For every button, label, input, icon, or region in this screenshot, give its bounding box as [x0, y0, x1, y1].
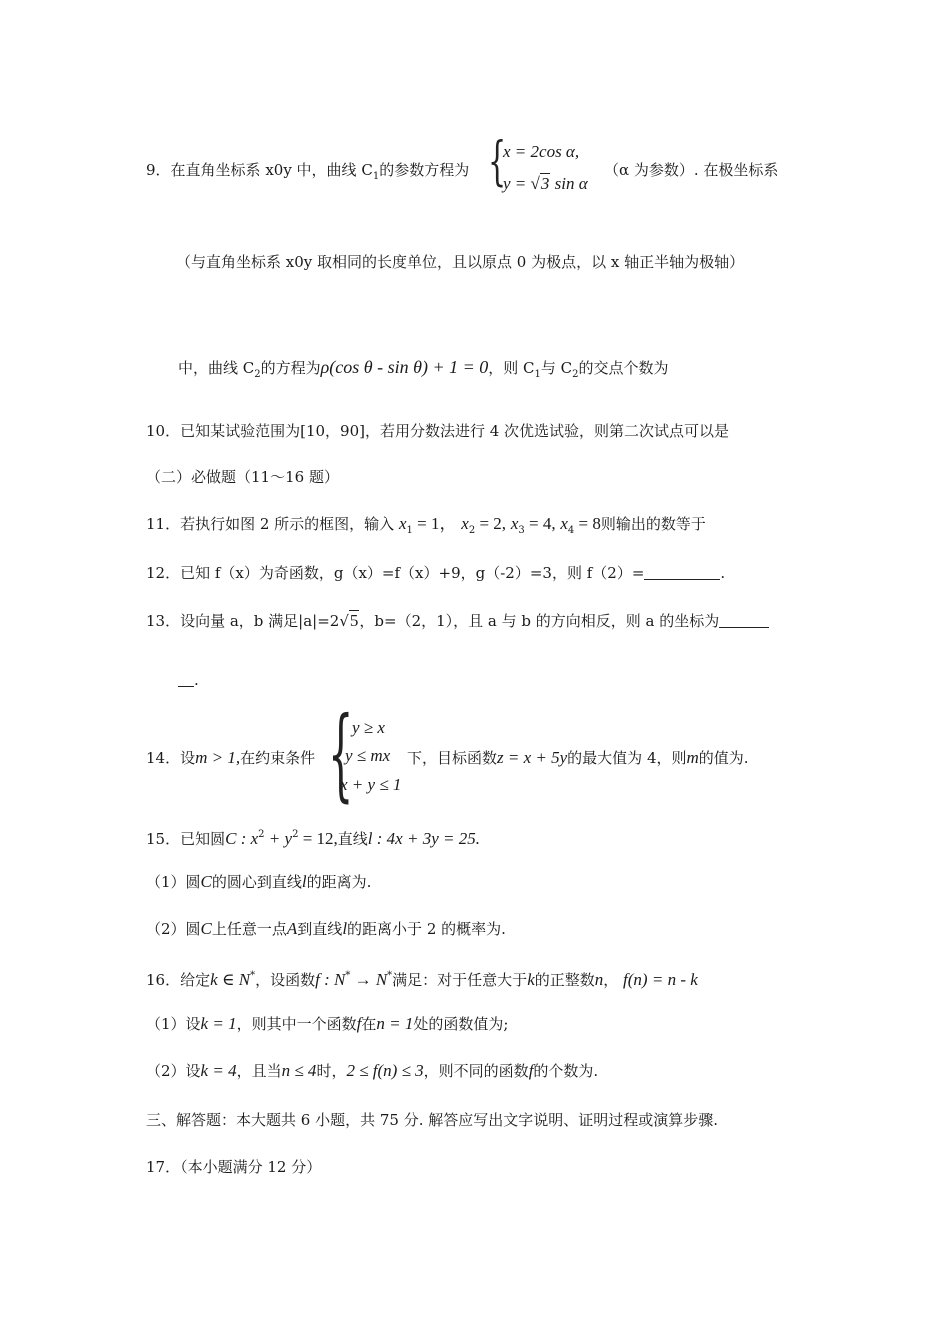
q9-param-note: （α 为参数）. 在极坐标系 — [604, 161, 779, 179]
q14-text-e: 的值为. — [698, 749, 749, 767]
q14-objective: z = x + 5y — [497, 748, 568, 767]
q16-p2-ineq: 2 ≤ f(n) ≤ 3 — [346, 1061, 424, 1080]
q11-x1: x — [398, 514, 407, 533]
q12-line — [146, 563, 725, 583]
q11-line — [146, 514, 706, 541]
q9-param-eq1: x = 2cos α, — [503, 142, 580, 161]
q13-answer-blank-cont — [178, 672, 194, 687]
q14-constraint-3: x + y ≤ 1 — [340, 775, 402, 794]
q14-constraint-1: y ≥ x — [352, 718, 385, 737]
q11-text-a: 若执行如图 2 所示的框图，输入 — [180, 515, 395, 533]
q9-line3-d: 与 C — [540, 359, 573, 377]
q11-text-b: 则输出的数等于 — [600, 515, 706, 533]
q11-number: 11． — [146, 515, 181, 533]
q16-text-b: ，设函数 — [255, 971, 316, 989]
q15-circle: C : x — [225, 829, 259, 848]
q9-line3-c: ，则 C — [488, 359, 535, 377]
q16-p1-d: 处的函数值为; — [413, 1015, 509, 1033]
q16-p1-f: f — [356, 1014, 362, 1033]
q16-arrow: → N — [350, 970, 388, 989]
q13-line: 13．设向量 a，b 满足|a|=2√5，b=（2，1），且 a 与 b 的方向相反，则 a 的坐标为 — [146, 611, 769, 631]
q14-text-a: 设 — [180, 749, 196, 767]
q12-answer-blank — [644, 565, 720, 580]
q16-star1: * — [250, 970, 256, 981]
q15-p1-l: l — [301, 872, 307, 891]
q13-tail: . — [194, 671, 199, 689]
q16-k: k — [527, 970, 535, 989]
q16-p2-b: ，且当 — [236, 1062, 282, 1080]
q15-p1-C: C — [200, 872, 212, 891]
q16-fn: f(n) = n - k — [623, 970, 698, 989]
q15-p2-b: 上任意一点 — [211, 920, 287, 938]
q11-x3-val: = 4, — [524, 514, 556, 533]
q15-circle3: = 12, — [298, 829, 338, 848]
q16-line — [146, 966, 698, 990]
q9-c2-sub: 2 — [254, 369, 261, 380]
q9-line3-c-sub: 1 — [534, 369, 541, 380]
q16-f-map: f : N — [315, 970, 346, 989]
q16-k-in: k ∈ N — [210, 970, 251, 989]
q15-part1 — [146, 872, 371, 892]
q14-line — [146, 748, 315, 768]
q9-intro2: 的参数方程为 — [379, 161, 470, 179]
q9-eq2-rad: 3 — [540, 174, 550, 193]
q16-p1-n: n = 1 — [376, 1014, 414, 1033]
q14-text-c: 下，目标函数 — [407, 749, 498, 767]
q15-line — [146, 825, 480, 849]
q9-line3-b: 的方程为 — [260, 359, 321, 377]
q14-m: m — [686, 748, 699, 767]
q17-number: 17． — [146, 1158, 181, 1176]
q9-line3-e: 的交点个数为 — [578, 359, 669, 377]
q9-intro: 在直角坐标系 x0y 中，曲线 C — [170, 161, 373, 179]
q15-sq1: 2 — [258, 829, 265, 840]
q16-number: 16． — [146, 971, 181, 989]
q11-x4-val: = 8 — [574, 514, 601, 533]
q16-n: n — [594, 970, 604, 989]
q11-x2: x — [461, 514, 469, 533]
q11-x4-sub: 4 — [567, 525, 575, 536]
q9-polar-eq: ρ(cos θ - sin θ) + 1 = 0 — [320, 357, 489, 377]
q9-line1 — [146, 160, 469, 187]
q14-text-b: 在约束条件 — [240, 749, 316, 767]
q16-p2-e: 的个数为. — [533, 1062, 599, 1080]
q9-eq2-rhs: sin α — [550, 174, 588, 193]
q9-line2: （与直角坐标系 x0y 取相同的长度单位，且以原点 0 为极点，以 x 轴正半轴为极轴） — [176, 253, 745, 271]
q13-text-b: ，b=（2，1），且 a 与 b 的方向相反，则 a 的坐标为 — [359, 612, 720, 630]
section2-heading: （二）必做题（11～16 题） — [146, 468, 339, 486]
q15-line-eq: l : 4x + 3y = 25. — [367, 829, 480, 848]
q14-text-d: 的最大值为 4，则 — [567, 749, 687, 767]
q14-cond: m > 1, — [195, 748, 241, 767]
q14-line-b — [407, 748, 749, 768]
q11-x4: x — [560, 514, 568, 533]
q14-number: 14． — [146, 749, 181, 767]
q11-x1-val: = 1， — [412, 514, 457, 533]
q9-number: 9． — [146, 161, 171, 179]
q15-circle2: + y — [264, 829, 293, 848]
q9-brace: { — [488, 132, 507, 192]
q10-line — [146, 421, 729, 441]
q10-number: 10． — [146, 422, 181, 440]
q12-text: 已知 f（x）为奇函数，g（x）=f（x）+9，g（-2）=3，则 f（2）= — [180, 564, 645, 582]
q16-text-c: 满足：对于任意大于 — [392, 971, 528, 989]
q16-p2-a: （2）设 — [146, 1062, 201, 1080]
q15-part2 — [146, 919, 506, 939]
q15-sq2: 2 — [292, 829, 299, 840]
q10-text: 已知某试验范围为[10，90]，若用分数法进行 4 次优选试验，则第二次试点可以是 — [180, 422, 730, 440]
q16-p1-b: ，则其中一个函数 — [236, 1015, 357, 1033]
q13-text-a: 设向量 a，b 满足|a|=2 — [180, 612, 340, 630]
q15-p2-a: （2）圆 — [146, 920, 201, 938]
q16-text-a: 给定 — [180, 971, 211, 989]
q16-star3: * — [387, 970, 393, 981]
q15-number: 15． — [146, 830, 181, 848]
q9-param-eq2: y = √3 sin α — [503, 174, 588, 193]
q11-x2-sub: 2 — [468, 525, 476, 536]
q15-p2-A: A — [286, 919, 298, 938]
q17-text: （本小题满分 12 分） — [180, 1158, 322, 1176]
q15-text-a: 已知圆 — [180, 830, 226, 848]
q9-c1-sub: 1 — [372, 171, 380, 182]
q9-eq2-lhs: y = — [503, 174, 531, 193]
q16-p1-a: （1）设 — [146, 1015, 201, 1033]
q11-x3: x — [510, 514, 519, 533]
q12-tail: . — [720, 564, 726, 582]
q15-p1-c: 的距离为. — [306, 873, 372, 891]
q14-brace: { — [328, 695, 354, 812]
q13-answer-blank — [719, 613, 769, 628]
q16-part2 — [146, 1061, 598, 1081]
q15-p1-a: （1）圆 — [146, 873, 201, 891]
q15-p2-c: 到直线 — [297, 920, 343, 938]
q15-p2-l: l — [342, 919, 348, 938]
q15-p2-d: 的距离小于 2 的概率为. — [347, 920, 506, 938]
q16-p2-d: ，则不同的函数 — [423, 1062, 529, 1080]
q15-p1-b: 的圆心到直线 — [211, 873, 302, 891]
q16-p2-c: 时， — [316, 1062, 347, 1080]
q17-line — [146, 1157, 321, 1177]
q16-part1 — [146, 1014, 508, 1034]
q13-line2 — [178, 670, 199, 690]
q12-number: 12． — [146, 564, 181, 582]
q14-constraint-2: y ≤ mx — [345, 746, 391, 765]
q11-x3-sub: 3 — [518, 525, 525, 536]
section3-heading: 三、解答题：本大题共 6 小题，共 75 分. 解答应写出文字说明、证明过程或演算步骤. — [146, 1111, 719, 1129]
q13-rad: 5 — [349, 611, 359, 630]
q9-line3-d-sub: 2 — [572, 369, 579, 380]
q15-p2-C: C — [200, 919, 212, 938]
q11-x2-val: = 2, — [475, 514, 507, 533]
q16-p1-c: 在 — [361, 1015, 377, 1033]
q16-p2-k: k = 4 — [200, 1061, 237, 1080]
q16-star2: * — [345, 970, 351, 981]
q16-p2-n: n ≤ 4 — [281, 1061, 317, 1080]
q16-text-d: 的正整数 — [534, 971, 595, 989]
q11-x1-sub: 1 — [406, 525, 413, 536]
q13-number: 13． — [146, 612, 181, 630]
q15-text-b: 直线 — [337, 830, 368, 848]
q16-p2-f: f — [528, 1061, 534, 1080]
q16-p1-k: k = 1 — [200, 1014, 237, 1033]
q16-text-e: ， — [603, 971, 619, 989]
q9-line3 — [178, 357, 669, 385]
q9-line3-a: 中，曲线 C — [178, 359, 255, 377]
